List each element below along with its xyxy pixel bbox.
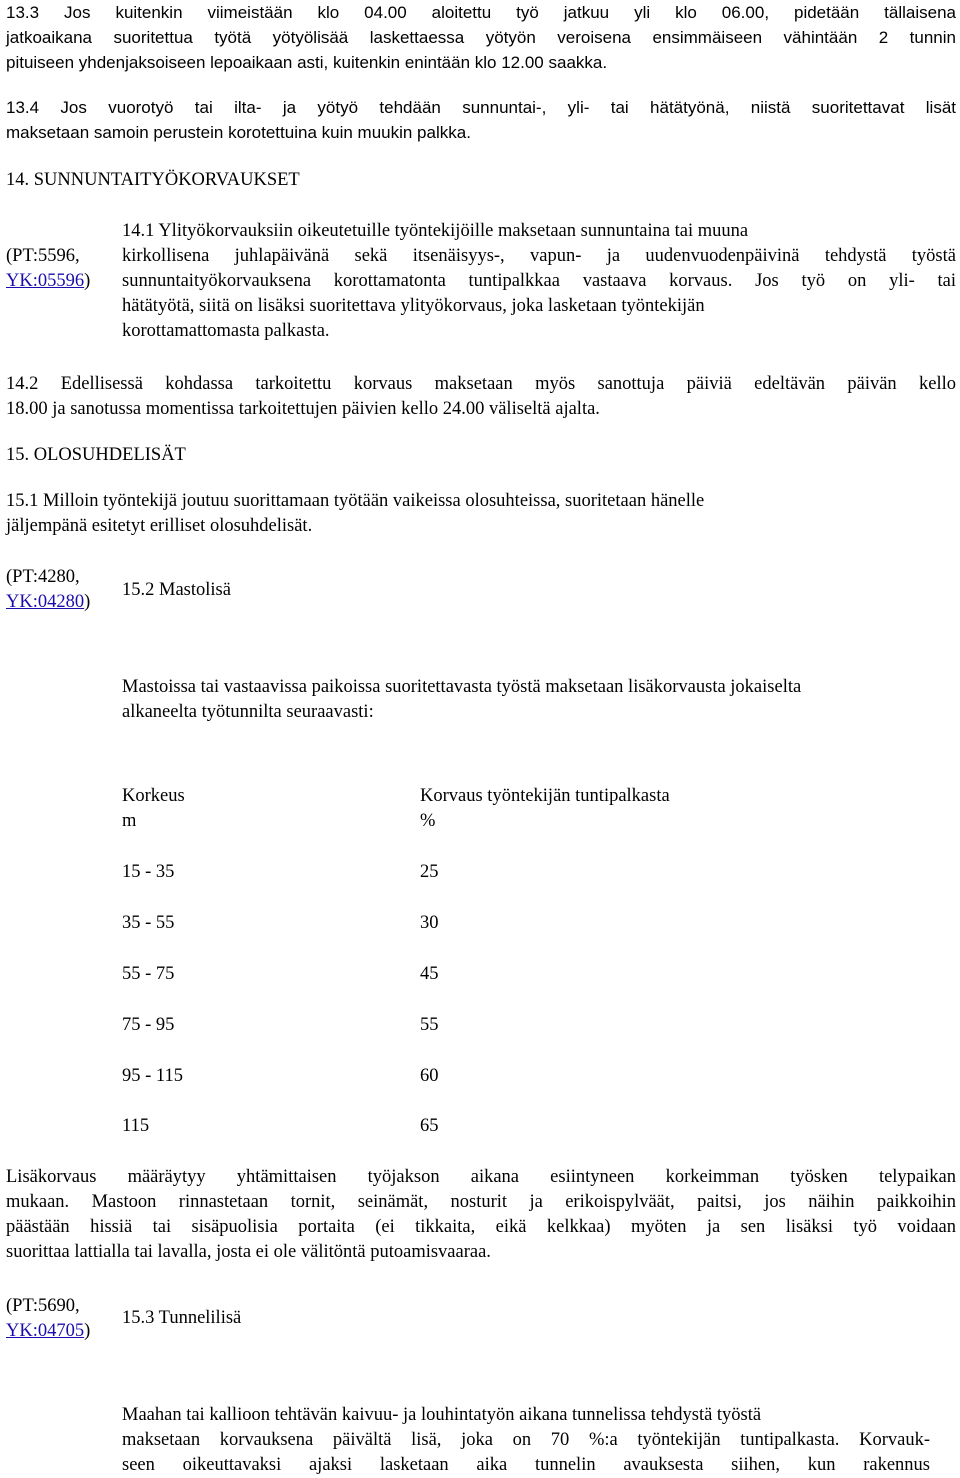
paragraph-14-1	[122, 219, 956, 344]
reference-15-3	[6, 1294, 90, 1344]
table-row	[122, 1114, 822, 1139]
table-row	[122, 1013, 822, 1038]
column-header-compensation: Korvaus työntekijän tuntipalkasta	[420, 786, 670, 806]
text-line: korottamattomasta palkasta.	[122, 321, 330, 341]
text-line: sunnuntaityökorvauksena korottamatonta tuntipalkkaa vastaava korvaus. Jos työ on yli- tai	[122, 271, 956, 291]
text-line: pituiseen yhdenjaksoiseen lepoaikaan asti, kuitenkin enintään klo 12.00 saakka.	[6, 53, 608, 72]
paragraph-14-2	[6, 372, 956, 422]
yk-05596-link[interactable]: YK:05596	[6, 271, 85, 291]
table-row	[122, 911, 822, 936]
column-unit-compensation: %	[420, 811, 436, 831]
text-line: hätätyötä, siitä on lisäksi suoritettava ylityökorvaus, joka lasketaan työntekijän	[122, 296, 705, 316]
table-cell-percent: 30	[420, 913, 439, 933]
table-header-row	[122, 784, 822, 809]
table-cell-percent: 60	[420, 1066, 439, 1086]
reference-close: )	[84, 271, 91, 291]
reference-15-2	[6, 565, 90, 615]
text-line: Mastoissa tai vastaavissa paikoissa suoritettavasta työstä maksetaan lisäkorvausta jokaiselta	[122, 677, 802, 697]
table-cell-percent: 55	[420, 1015, 439, 1035]
reference-pt: (PT:5596,	[6, 246, 80, 266]
text-line: mukaan. Mastoon rinnastetaan tornit, seinämät, nosturit ja erikoispylväät, paitsi, jos näihin paikkoihin	[6, 1192, 956, 1212]
table-row	[122, 962, 822, 987]
reference-close: )	[84, 592, 91, 612]
text-line: Maahan tai kallioon tehtävän kaivuu- ja louhintatyön aikana tunnelissa tehdystä työstä	[122, 1405, 762, 1425]
table-unit-row	[122, 809, 822, 834]
heading-15: 15. OLOSUHDELISÄT	[6, 445, 186, 465]
yk-04705-link[interactable]: YK:04705	[6, 1321, 85, 1341]
table-cell-height: 35 - 55	[122, 913, 175, 933]
table-row	[122, 1064, 822, 1089]
text-line: 14.1 Ylityökorvauksiin oikeutetuille työntekijöille maksetaan sunnuntaina tai muuna	[122, 221, 749, 241]
text-line: 15.1 Milloin työntekijä joutuu suorittamaan työtään vaikeissa olosuhteissa, suoritetaan hänelle	[6, 491, 705, 511]
text-line: 18.00 ja sanotussa momentissa tarkoitettujen päivien kello 24.00 väliseltä ajalta.	[6, 399, 600, 419]
text-line: suorittaa lattialla tai lavalla, josta ei ole välitöntä putoamisvaaraa.	[6, 1242, 491, 1262]
paragraph-15-2-intro	[122, 675, 956, 725]
table-cell-height: 15 - 35	[122, 862, 175, 882]
paragraph-13-4	[6, 95, 956, 145]
reference-14-1	[6, 244, 90, 294]
text-line: jatkoaikana suoritettua työtä yötyölisää laskettaessa yötyön veroisena ensimmäiseen vähintään 2 tunnin	[6, 28, 956, 47]
text-line: seen oikeuttavaksi ajaksi lasketaan aika tunnelin avauksesta siihen, kun rakennus	[122, 1455, 930, 1475]
text-line: 13.3 Jos kuitenkin viimeistään klo 04.00 aloitettu työ jatkuu yli klo 06.00, pidetään tällaisena	[6, 3, 956, 22]
heading-15-2: 15.2 Mastolisä	[122, 580, 231, 600]
yk-04280-link[interactable]: YK:04280	[6, 592, 85, 612]
heading-14: 14. SUNNUNTAITYÖKORVAUKSET	[6, 170, 300, 190]
text-line: päästään hissiä tai sisäpuolisia portaita (ei tikkaita, eikä kelkkaa) myöten ja sen lisäksi työ voidaan	[6, 1217, 956, 1237]
paragraph-15-2-tail	[6, 1165, 956, 1265]
text-line: Lisäkorvaus määräytyy yhtämittaisen työjakson aikana esiintyneen korkeimman työsken telypaikan	[6, 1167, 956, 1187]
table-cell-height: 55 - 75	[122, 964, 175, 984]
text-line: maksetaan samoin perustein korotettuina kuin muukin palkka.	[6, 123, 471, 142]
paragraph-15-1	[6, 489, 956, 539]
reference-pt: (PT:4280,	[6, 567, 80, 587]
paragraph-13-3	[6, 0, 956, 75]
paragraph-15-3	[122, 1403, 930, 1478]
table-cell-percent: 45	[420, 964, 439, 984]
text-line: kirkollisena juhlapäivänä sekä itsenäisyys-, vapun- ja uudenvuodenpäivinä tehdystä työstä	[122, 246, 956, 266]
table-cell-height: 115	[122, 1116, 150, 1136]
reference-pt: (PT:5690,	[6, 1296, 80, 1316]
text-line: jäljempänä esitetyt erilliset olosuhdelisät.	[6, 516, 313, 536]
table-cell-percent: 65	[420, 1116, 439, 1136]
reference-close: )	[84, 1321, 91, 1341]
table-row	[122, 860, 822, 885]
table-cell-height: 95 - 115	[122, 1066, 183, 1086]
heading-15-3: 15.3 Tunnelilisä	[122, 1308, 242, 1328]
text-line: alkaneelta työtunnilta seuraavasti:	[122, 702, 374, 722]
table-cell-percent: 25	[420, 862, 439, 882]
text-line: 13.4 Jos vuorotyö tai ilta- ja yötyö tehdään sunnuntai-, yli- tai hätätyönä, niistä suoritettavat lisät	[6, 98, 956, 117]
column-unit-height: m	[122, 811, 137, 831]
column-header-height: Korkeus	[122, 786, 185, 806]
text-line: maksetaan korvauksena päivältä lisä, joka on 70 %:a työntekijän tuntipalkasta. Korvauk-	[122, 1430, 930, 1450]
table-cell-height: 75 - 95	[122, 1015, 175, 1035]
text-line: 14.2 Edellisessä kohdassa tarkoitettu korvaus maksetaan myös sanottuja päiviä edeltävän päivän kello	[6, 374, 956, 394]
